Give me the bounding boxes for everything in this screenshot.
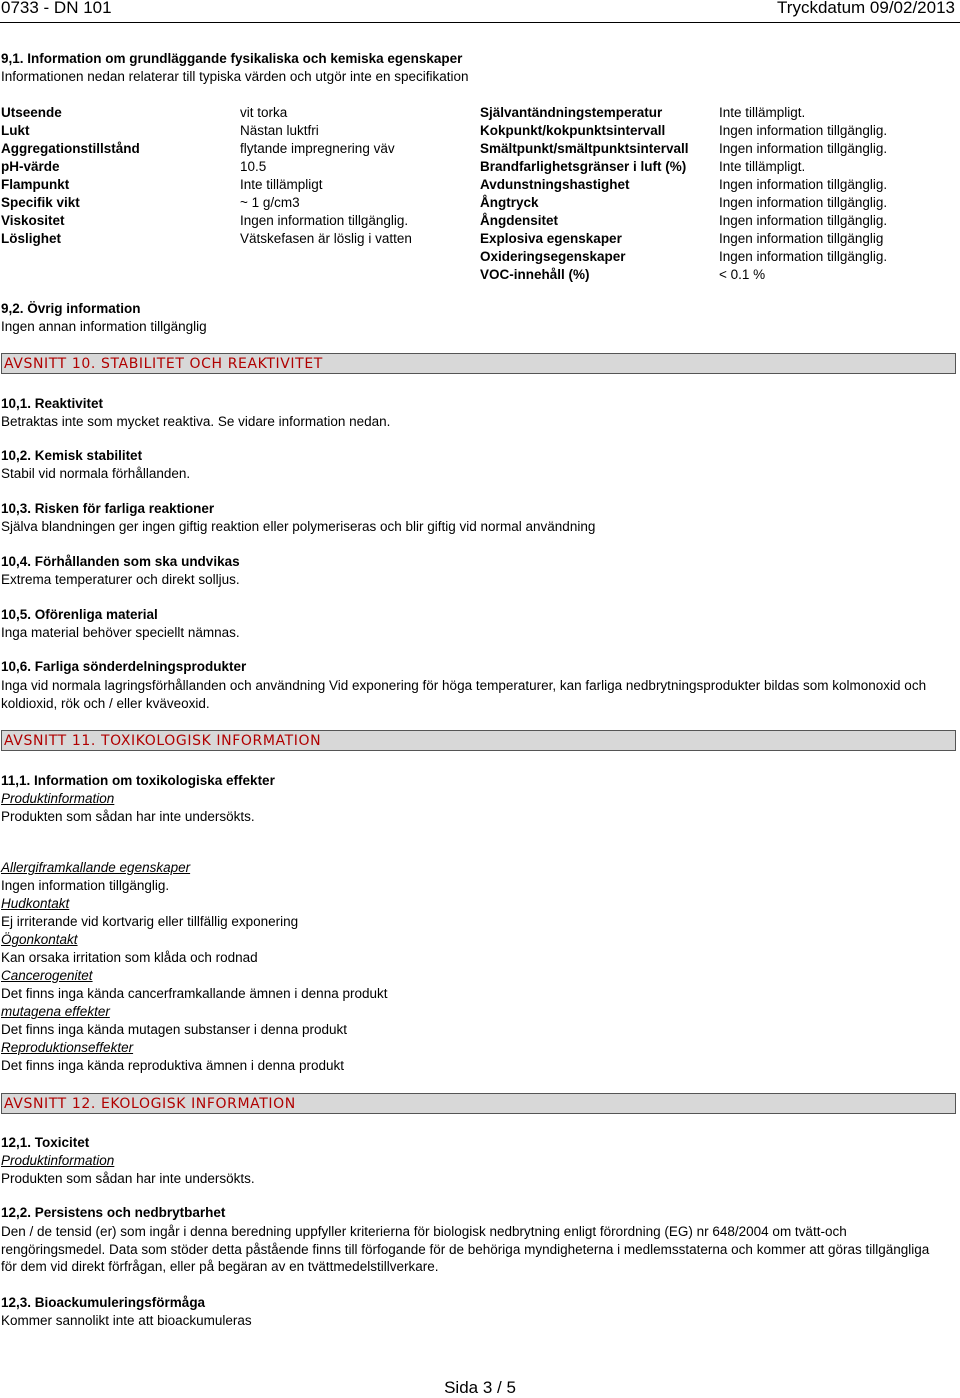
header-divider [0, 22, 960, 23]
reproductive-effects-text: Det finns inga kända reproduktiva ämnen i denna produkt [1, 1058, 344, 1073]
property-row [0, 230, 960, 248]
property-label: pH-värde [1, 159, 60, 174]
property-value: Ingen information tillgänglig. [719, 195, 888, 210]
property-label: Utseende [1, 105, 62, 120]
property-label: Lukt [1, 123, 30, 138]
property-row [0, 212, 960, 230]
section-9-1-heading: 9,1. Information om grundläggande fysikaliska och kemiska egenskaper [1, 51, 463, 66]
property-value: Ingen information tillgänglig. [719, 213, 888, 228]
skin-contact-text: Ej irriterande vid kortvarig eller tillfällig exponering [1, 914, 299, 929]
property-label: Smältpunkt/smältpunktsintervall [480, 141, 689, 156]
property-value: Ingen information tillgänglig. [719, 123, 888, 138]
eye-contact-text: Kan orsaka irritation som klåda och rodnad [1, 950, 258, 965]
section-10-4-heading: 10,4. Förhållanden som ska undvikas [1, 554, 240, 569]
property-label: Löslighet [1, 231, 61, 246]
property-value: ~ 1 g/cm3 [240, 195, 300, 210]
property-row [0, 266, 960, 284]
section-11-title-bar [1, 730, 956, 751]
property-label: Specifik vikt [1, 195, 80, 210]
property-value: Inte tillämpligt [240, 177, 323, 192]
ecological-product-information-text: Produkten som sådan har inte undersökts. [1, 1171, 255, 1186]
section-10-1-heading: 10,1. Reaktivitet [1, 396, 104, 411]
section-12-3-heading: 12,3. Bioackumuleringsförmåga [1, 1295, 206, 1310]
section-12-2-text: Den / de tensid (er) som ingår i denna beredning uppfyller kriterierna för biologisk nedbrytning enligt förordning (EG) nr 648/2004 om tvätt-och rengöringsmedel. Data som stöder detta påstående finns till förfogande för de behöriga myndigheterna i medlemsstaterna och kommer att göras tillgängliga för dem vid direkt förfrågan, eller på begäran av en tvättmedelstillverkare. [1, 1224, 930, 1274]
ecological-product-information-label: Produktinformation [1, 1153, 115, 1168]
section-10-4-text: Extrema temperaturer och direkt solljus. [1, 572, 240, 587]
property-value: < 0.1 % [719, 267, 766, 282]
section-12-1-heading: 12,1. Toxicitet [1, 1135, 90, 1150]
property-row [0, 176, 960, 194]
section-12-3-text: Kommer sannolikt inte att bioackumuleras [1, 1313, 252, 1328]
mutagenic-effects-text: Det finns inga kända mutagen substanser i denna produkt [1, 1022, 347, 1037]
section-10-title-bar [1, 353, 956, 374]
print-date: Tryckdatum 09/02/2013 [777, 0, 955, 17]
property-label: Avdunstningshastighet [480, 177, 630, 192]
property-label: Oxideringsegenskaper [480, 249, 626, 264]
section-9-1-note: Informationen nedan relaterar till typiska värden och utgör inte en specifikation [1, 69, 469, 84]
section-9-2-heading: 9,2. Övrig information [1, 301, 141, 316]
property-value: vit torka [240, 105, 288, 120]
eye-contact-label: Ögonkontakt [1, 932, 78, 947]
property-label: Kokpunkt/kokpunktsintervall [480, 123, 666, 138]
property-row [0, 140, 960, 158]
property-label: Flampunkt [1, 177, 70, 192]
property-label: Ångdensitet [480, 213, 559, 228]
section-9-2-text: Ingen annan information tillgänglig [1, 319, 207, 334]
property-row [0, 194, 960, 212]
property-label: Brandfarlighetsgränser i luft (%) [480, 159, 687, 174]
section-10-5-text: Inga material behöver speciellt nämnas. [1, 625, 240, 640]
property-label: Ångtryck [480, 195, 539, 210]
page-number: Sida 3 / 5 [444, 1378, 516, 1397]
skin-contact-label: Hudkontakt [1, 896, 70, 911]
property-label: Aggregationstillstånd [1, 141, 140, 156]
reproductive-effects-label: Reproduktionseffekter [1, 1040, 134, 1055]
section-10-5-heading: 10,5. Oförenliga material [1, 607, 158, 622]
section-11-1-heading: 11,1. Information om toxikologiska effekter [1, 773, 275, 788]
section-11-title: AVSNITT 11. TOXIKOLOGISK INFORMATION [4, 733, 322, 749]
property-value: Ingen information tillgänglig. [240, 213, 409, 228]
property-value: Inte tillämpligt. [719, 105, 806, 120]
section-12-title: AVSNITT 12. EKOLOGISK INFORMATION [4, 1096, 296, 1112]
carcinogenicity-label: Cancerogenitet [1, 968, 93, 983]
property-row [0, 248, 960, 266]
property-row [0, 104, 960, 122]
property-value: Ingen information tillgänglig. [719, 249, 888, 264]
section-10-2-heading: 10,2. Kemisk stabilitet [1, 448, 143, 463]
property-value: Vätskefasen är löslig i vatten [240, 231, 412, 246]
allergy-text: Ingen information tillgänglig. [1, 878, 170, 893]
section-10-title: AVSNITT 10. STABILITET OCH REAKTIVITET [4, 356, 323, 372]
property-label: Viskositet [1, 213, 65, 228]
property-value: flytande impregnering väv [240, 141, 395, 156]
section-10-2-text: Stabil vid normala förhållanden. [1, 466, 191, 481]
allergy-label: Allergiframkallande egenskaper [1, 860, 191, 875]
product-information-label: Produktinformation [1, 791, 115, 806]
section-10-3-heading: 10,3. Risken för farliga reaktioner [1, 501, 215, 516]
section-10-1-text: Betraktas inte som mycket reaktiva. Se vidare information nedan. [1, 414, 391, 429]
property-value: Nästan luktfri [240, 123, 319, 138]
section-12-title-bar [1, 1093, 956, 1114]
property-value: Ingen information tillgänglig [719, 231, 884, 246]
section-10-3-text: Själva blandningen ger ingen giftig reaktion eller polymeriseras och blir giftig vid normal användning [1, 519, 596, 534]
property-row [0, 122, 960, 140]
property-row [0, 158, 960, 176]
section-10-6-text: Inga vid normala lagringsförhållanden och användning Vid exponering för höga temperaturer, kan farliga nedbrytningsprodukter bildas som kolmonoxid och koldioxid, rök och / eller kväveoxid. [1, 678, 927, 711]
property-label: VOC-innehåll (%) [480, 267, 590, 282]
property-label: Självantändningstemperatur [480, 105, 663, 120]
section-12-2-heading: 12,2. Persistens och nedbrytbarhet [1, 1205, 226, 1220]
property-label: Explosiva egenskaper [480, 231, 622, 246]
property-value: Ingen information tillgänglig. [719, 141, 888, 156]
document-id: 0733 - DN 101 [1, 0, 112, 17]
property-value: Inte tillämpligt. [719, 159, 806, 174]
mutagenic-effects-label: mutagena effekter [1, 1004, 110, 1019]
carcinogenicity-text: Det finns inga kända cancerframkallande ämnen i denna produkt [1, 986, 388, 1001]
property-value: Ingen information tillgänglig. [719, 177, 888, 192]
product-information-text: Produkten som sådan har inte undersökts. [1, 809, 255, 824]
property-value: 10.5 [240, 159, 267, 174]
section-10-6-heading: 10,6. Farliga sönderdelningsprodukter [1, 659, 247, 674]
